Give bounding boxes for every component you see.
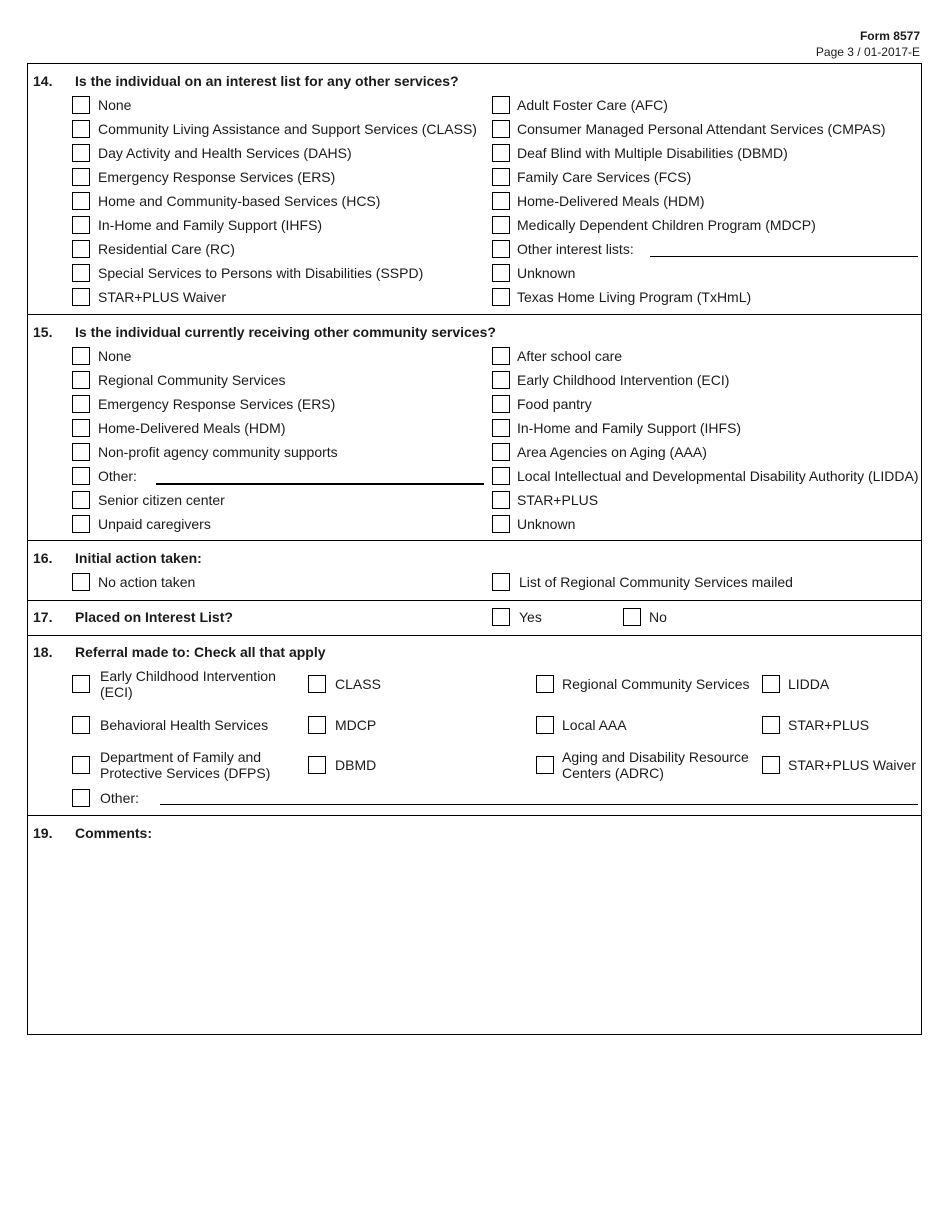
q15-option-label: Home-Delivered Meals (HDM) bbox=[98, 420, 286, 436]
q15-option-label: Unpaid caregivers bbox=[98, 516, 211, 532]
q14-afc-checkbox[interactable] bbox=[492, 96, 510, 114]
q18-question: Referral made to: Check all that apply bbox=[75, 644, 326, 660]
q14-dbmd-checkbox[interactable] bbox=[492, 144, 510, 162]
q14-option-label: Other interest lists: bbox=[517, 241, 634, 257]
q14-option-label: Day Activity and Health Services (DAHS) bbox=[98, 145, 352, 161]
q14-option-label: Medically Dependent Children Program (MDCP) bbox=[517, 217, 816, 233]
q18-local-aaa-checkbox[interactable] bbox=[536, 716, 554, 734]
q18-option-label: Regional Community Services bbox=[562, 676, 750, 692]
q15-option-label: STAR+PLUS bbox=[517, 492, 599, 508]
q14-star-plus-waiver-checkbox[interactable] bbox=[72, 288, 90, 306]
q15-non-profit-checkbox[interactable] bbox=[72, 443, 90, 461]
q18-option-label: DBMD bbox=[335, 757, 377, 773]
q14-option-label: Adult Foster Care (AFC) bbox=[517, 97, 668, 113]
form-header bbox=[816, 28, 920, 60]
q18-mdcp-checkbox[interactable] bbox=[308, 716, 326, 734]
q18-lidda-checkbox[interactable] bbox=[762, 675, 780, 693]
q14-ers-checkbox[interactable] bbox=[72, 168, 90, 186]
q14-option-label: Residential Care (RC) bbox=[98, 241, 235, 257]
q15-option-label: In-Home and Family Support (IHFS) bbox=[517, 420, 742, 436]
q18-dfps-checkbox[interactable] bbox=[72, 756, 90, 774]
q18-other-label: Other: bbox=[100, 790, 139, 806]
q14-other-interest-lists-field[interactable] bbox=[650, 256, 918, 257]
q14-dahs-checkbox[interactable] bbox=[72, 144, 90, 162]
q15-option-label: Emergency Response Services (ERS) bbox=[98, 396, 336, 412]
q18-regional-community-services-checkbox[interactable] bbox=[536, 675, 554, 693]
comments-area[interactable] bbox=[68, 849, 913, 1029]
q15-other-field[interactable] bbox=[156, 483, 484, 485]
q14-txhml-checkbox[interactable] bbox=[492, 288, 510, 306]
q15-option-label: Regional Community Services bbox=[98, 372, 286, 388]
q14-option-label: Deaf Blind with Multiple Disabilities (DBMD) bbox=[517, 145, 788, 161]
q15-option-label: Area Agencies on Aging (AAA) bbox=[517, 444, 707, 460]
q14-option-label: Consumer Managed Personal Attendant Services (CMPAS) bbox=[517, 121, 886, 137]
q14-none-checkbox[interactable] bbox=[72, 96, 90, 114]
q15-unpaid-caregivers-checkbox[interactable] bbox=[72, 515, 90, 533]
section-divider bbox=[28, 540, 921, 541]
q18-other-field[interactable] bbox=[160, 804, 918, 805]
q14-option-label: Home-Delivered Meals (HDM) bbox=[517, 193, 705, 209]
q14-unknown-checkbox[interactable] bbox=[492, 264, 510, 282]
q18-option-label: LIDDA bbox=[788, 676, 830, 692]
q15-star-plus-checkbox[interactable] bbox=[492, 491, 510, 509]
q15-hdm-checkbox[interactable] bbox=[72, 419, 90, 437]
q15-option-label: Early Childhood Intervention (ECI) bbox=[517, 372, 730, 388]
q14-option-label: Unknown bbox=[517, 265, 576, 281]
q18-option-label: Local AAA bbox=[562, 717, 627, 733]
q14-option-label: Family Care Services (FCS) bbox=[517, 169, 692, 185]
q16-no-action-checkbox[interactable] bbox=[72, 573, 90, 591]
q14-option-label: Community Living Assistance and Support Services (CLASS) bbox=[98, 121, 477, 137]
q14-ihfs-checkbox[interactable] bbox=[72, 216, 90, 234]
section-divider bbox=[28, 815, 921, 816]
q15-option-label: Other: bbox=[98, 468, 137, 484]
form-number: Form 8577 bbox=[859, 29, 920, 43]
q15-aaa-checkbox[interactable] bbox=[492, 443, 510, 461]
q14-option-label: In-Home and Family Support (IHFS) bbox=[98, 217, 323, 233]
q15-lidda-checkbox[interactable] bbox=[492, 467, 510, 485]
q19-number: 19. bbox=[33, 825, 53, 841]
q15-eci-checkbox[interactable] bbox=[492, 371, 510, 389]
q14-question: Is the individual on an interest list for any other services? bbox=[75, 73, 459, 89]
q17-option-label: Yes bbox=[519, 609, 542, 625]
q15-regional-community-services-checkbox[interactable] bbox=[72, 371, 90, 389]
q18-option-label: Department of Family and Protective Services (DFPS) bbox=[100, 749, 271, 781]
q16-option-label: No action taken bbox=[98, 574, 196, 590]
q14-option-label: Emergency Response Services (ERS) bbox=[98, 169, 336, 185]
q17-number: 17. bbox=[33, 609, 53, 625]
q14-class-checkbox[interactable] bbox=[72, 120, 90, 138]
q15-ihfs-checkbox[interactable] bbox=[492, 419, 510, 437]
q15-none-checkbox[interactable] bbox=[72, 347, 90, 365]
q15-other-checkbox[interactable] bbox=[72, 467, 90, 485]
q18-class-checkbox[interactable] bbox=[308, 675, 326, 693]
q18-eci-checkbox[interactable] bbox=[72, 675, 90, 693]
q14-option-label: STAR+PLUS Waiver bbox=[98, 289, 226, 305]
q14-option-label: None bbox=[98, 97, 132, 113]
q14-option-label: Texas Home Living Program (TxHmL) bbox=[517, 289, 752, 305]
q15-number: 15. bbox=[33, 324, 53, 340]
q15-unknown-checkbox[interactable] bbox=[492, 515, 510, 533]
q14-hcs-checkbox[interactable] bbox=[72, 192, 90, 210]
q16-number: 16. bbox=[33, 550, 53, 566]
q18-option-label: Early Childhood Intervention (ECI) bbox=[100, 668, 276, 700]
q17-question: Placed on Interest List? bbox=[75, 609, 233, 625]
q18-behavioral-health-checkbox[interactable] bbox=[72, 716, 90, 734]
q14-other-interest-lists-checkbox[interactable] bbox=[492, 240, 510, 258]
q15-option-label: Senior citizen center bbox=[98, 492, 225, 508]
q14-rc-checkbox[interactable] bbox=[72, 240, 90, 258]
q15-option-label: Food pantry bbox=[517, 396, 592, 412]
q14-sspd-checkbox[interactable] bbox=[72, 264, 90, 282]
q15-option-label: None bbox=[98, 348, 132, 364]
q14-option-label: Home and Community-based Services (HCS) bbox=[98, 193, 381, 209]
q15-option-label: Non-profit agency community supports bbox=[98, 444, 338, 460]
section-divider bbox=[28, 314, 921, 315]
q18-star-plus-checkbox[interactable] bbox=[762, 716, 780, 734]
q14-mdcp-checkbox[interactable] bbox=[492, 216, 510, 234]
q18-adrc-checkbox[interactable] bbox=[536, 756, 554, 774]
q15-question: Is the individual currently receiving other community services? bbox=[75, 324, 496, 340]
q18-other-checkbox[interactable] bbox=[72, 789, 90, 807]
q18-option-label: Behavioral Health Services bbox=[100, 717, 269, 733]
section-divider bbox=[28, 635, 921, 636]
q18-star-plus-waiver-checkbox[interactable] bbox=[762, 756, 780, 774]
q19-question: Comments: bbox=[75, 825, 153, 841]
q15-food-pantry-checkbox[interactable] bbox=[492, 395, 510, 413]
q14-cmpas-checkbox[interactable] bbox=[492, 120, 510, 138]
q18-number: 18. bbox=[33, 644, 53, 660]
page-info: Page 3 / 01-2017-E bbox=[815, 45, 920, 59]
q18-option-label: STAR+PLUS bbox=[788, 717, 870, 733]
q17-option-label: No bbox=[649, 609, 667, 625]
q15-after-school-checkbox[interactable] bbox=[492, 347, 510, 365]
q16-option-label: List of Regional Community Services mailed bbox=[519, 574, 793, 590]
q18-option-label: Aging and Disability Resource Centers (ADRC) bbox=[562, 749, 749, 781]
q17-yes-checkbox[interactable] bbox=[492, 608, 510, 626]
form-frame bbox=[27, 63, 922, 1035]
q15-option-label: After school care bbox=[517, 348, 623, 364]
q18-option-label: STAR+PLUS Waiver bbox=[788, 757, 916, 773]
q14-option-label: Special Services to Persons with Disabilities (SSPD) bbox=[98, 265, 424, 281]
q15-senior-center-checkbox[interactable] bbox=[72, 491, 90, 509]
q14-number: 14. bbox=[33, 73, 53, 89]
q15-ers-checkbox[interactable] bbox=[72, 395, 90, 413]
q16-list-mailed-checkbox[interactable] bbox=[492, 573, 510, 591]
q18-dbmd-checkbox[interactable] bbox=[308, 756, 326, 774]
q14-fcs-checkbox[interactable] bbox=[492, 168, 510, 186]
q15-option-label: Local Intellectual and Developmental Disability Authority (LIDDA) bbox=[517, 468, 919, 484]
q18-option-label: MDCP bbox=[335, 717, 377, 733]
q17-no-checkbox[interactable] bbox=[623, 608, 641, 626]
q16-question: Initial action taken: bbox=[75, 550, 202, 566]
q14-hdm-checkbox[interactable] bbox=[492, 192, 510, 210]
section-divider bbox=[28, 600, 921, 601]
q18-option-label: CLASS bbox=[335, 676, 381, 692]
q15-option-label: Unknown bbox=[517, 516, 576, 532]
